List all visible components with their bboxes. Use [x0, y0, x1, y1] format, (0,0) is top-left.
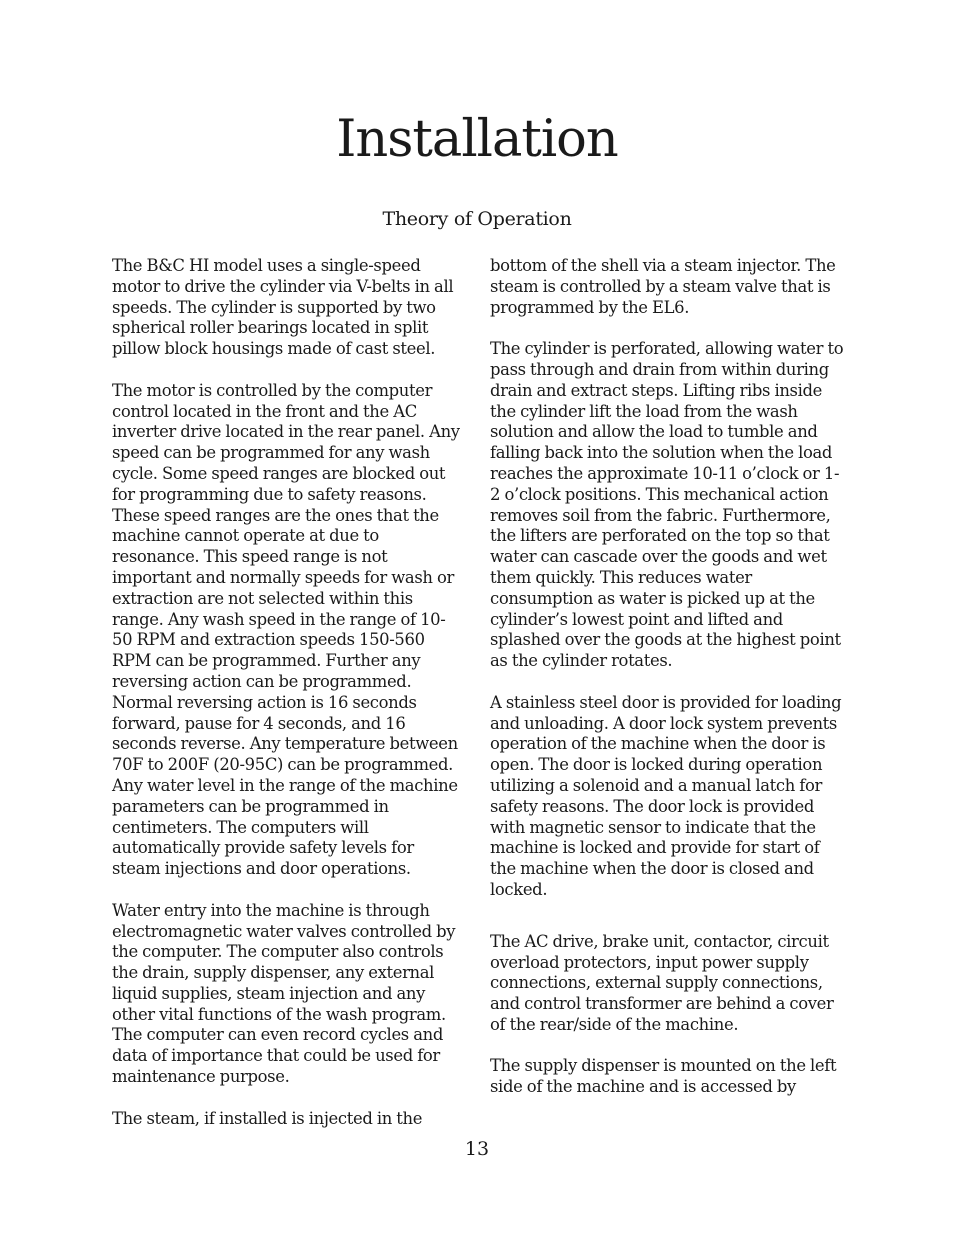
page-title: Installation — [336, 110, 618, 169]
paragraph-motor-drive: The B&C HI model uses a single-speed motor to drive the cylinder via V-belts in all speeds. The cylinder is supported by two spherical roller bearings located in split pillow block housings made of cast steel. — [112, 256, 454, 359]
section-heading: Theory of Operation — [382, 208, 572, 230]
paragraph-water-entry: Water entry into the machine is through electromagnetic water valves controlled by the computer. The computer also controls the drain, supply dispenser, any external liquid supplies, steam injection and any other vital functions of the wash program. The computer can even record cycles and data of importance that could be used for maintenance purpose. — [112, 900, 456, 1087]
paragraph-motor-control: The motor is controlled by the computer control located in the front and the AC inverter drive located in the rear panel. Any speed can be programmed for any wash cycle. Some speed ranges are blocked out for programming due to safety reasons. These speed ranges are the ones that the machine cannot operate at due to resonance. This speed range is not important and normally speeds for wash or extraction are not selected within this range. Any wash speed in the range of 10-50 RPM and extraction speeds 150-560 RPM can be programmed. Further any reversing action can be programmed. Normal reversing action is 16 seconds forward, pause for 4 seconds, and 16 seconds reverse. Any temperature between 70F to 200F (20-95C) can be programmed. Any water level in the range of the machine parameters can be programmed in centimeters. The computers will automatically provide safety levels for steam injections and door operations. — [112, 380, 460, 879]
left-text-column — [112, 256, 464, 1150]
paragraph-supply-dispenser: The supply dispenser is mounted on the left side of the machine and is accessed by — [490, 1056, 837, 1097]
paragraph-steam-start: The steam, if installed is injected in the — [112, 1108, 423, 1128]
paragraph-ac-drive: The AC drive, brake unit, contactor, circuit overload protectors, input power supply connections, external supply connections, and control transformer are behind a cover of the rear/side of the machine. — [490, 931, 834, 1034]
paragraph-steam-continued: bottom of the shell via a steam injector. The steam is controlled by a steam valve that is programmed by the EL6. — [490, 256, 836, 317]
paragraph-door: A stainless steel door is provided for loading and unloading. A door lock system prevents operation of the machine when the door is open. The door is locked during operation utilizing a solenoid and a manual latch for safety reasons. The door lock is provided with magnetic sensor to indicate that the machine is locked and provide for start of the machine when the door is closed and locked. — [490, 692, 842, 899]
page-number: 13 — [464, 1138, 490, 1160]
paragraph-cylinder: The cylinder is perforated, allowing water to pass through and drain from within during drain and extract steps. Lifting ribs inside the cylinder lift the load from the wash solution and allow the load to tumble and falling back into the solution when the load reaches the approximate 10-11 o’clock or 1-2 o’clock positions. This mechanical action removes soil from the fabric. Furthermore, the lifters are perforated on the top so that water can cascade over the goods and wet them quickly. This reduces water consumption as water is picked up at the cylinder’s lowest point and lifted and splashed over the goods at the highest point as the cylinder rotates. — [490, 339, 844, 671]
right-text-column — [490, 256, 846, 1119]
